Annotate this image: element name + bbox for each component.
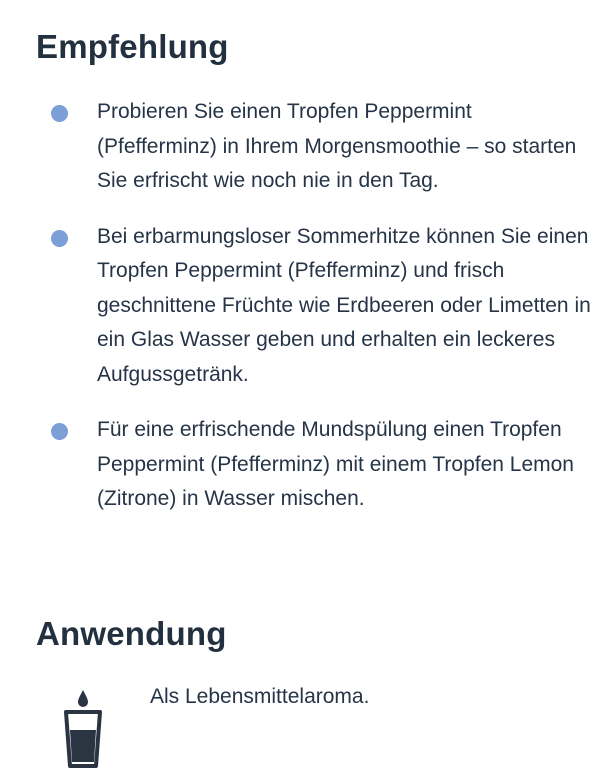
usage-heading: Anwendung — [36, 615, 227, 652]
list-item-text: Probieren Sie einen Tropfen Peppermint (Pfefferminz) in Ihrem Morgensmoothie – so starten Sie erfrischt wie noch nie in den Tag. — [97, 100, 577, 192]
list-item — [0, 413, 614, 517]
bullet-dot-icon — [51, 423, 68, 440]
list-item-text: Bei erbarmungsloser Sommerhitze können Sie einen Tropfen Peppermint (Pfefferminz) und frisch geschnittene Früchte wie Erdbeeren oder Limetten in ein Glas Wasser geben und erhalten ein leckeres Aufgussgetränk. — [97, 224, 591, 386]
list-item — [0, 95, 614, 199]
recommendation-list — [0, 95, 614, 538]
bullet-dot-icon — [51, 105, 68, 122]
usage-text: Als Lebensmittelaroma. — [150, 685, 370, 708]
list-item-text: Für eine erfrischende Mundspülung einen Tropfen Peppermint (Pfefferminz) mit einem Tropfen Lemon (Zitrone) in Wasser mischen. — [97, 418, 574, 510]
bullet-dot-icon — [51, 230, 68, 247]
usage-row — [0, 680, 614, 768]
list-item — [0, 220, 614, 393]
glass-of-water-icon — [62, 688, 104, 768]
recommendation-heading: Empfehlung — [36, 28, 229, 65]
